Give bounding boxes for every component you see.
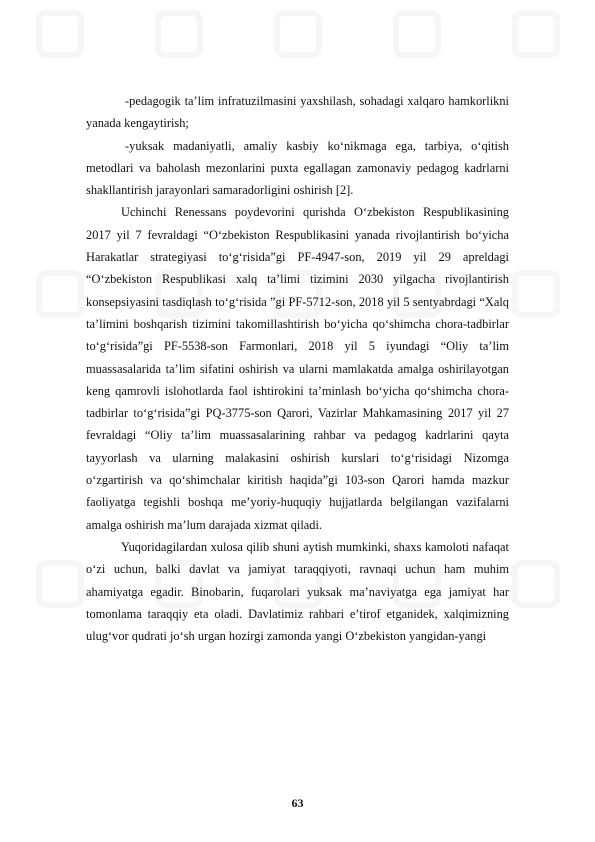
list-item-paragraph: -pedagogik ta’lim infratuzilmasini yaxshilash, sohadagi xalqaro hamkorlikni yanada kengaytirish; bbox=[86, 94, 509, 131]
document-body bbox=[86, 90, 509, 647]
body-paragraph: Yuqoridagilardan xulosa qilib shuni aytish mumkinki, shaxs kamoloti nafaqat o‘zi uchun, balki davlat va jamiyat taraqqiyoti, ravnaqi uchun ham muhim ahamiyatga egadir. Binobarin, fuqarolari yuksak ma’naviyatga ega jamiyat har tomonlama taraqqiy eta oladi. Davlatimiz rahbari e’tirof etganidek, xalqimizning ulug‘vor qudrati jo‘sh urgan hozirgi zamonda yangi O‘zbekiston yangidan-yangi bbox=[86, 539, 509, 644]
watermark-logo-icon bbox=[512, 560, 560, 608]
watermark-logo-icon bbox=[155, 10, 203, 58]
watermark-logo-icon bbox=[512, 270, 560, 318]
watermark-logo-icon bbox=[393, 10, 441, 58]
watermark-row-top bbox=[0, 10, 595, 58]
watermark-logo-icon bbox=[512, 10, 560, 58]
list-item-paragraph: -yuksak madaniyatli, amaliy kasbiy ko‘nikmaga ega, tarbiya, o‘qitish metodlari va baholash mezonlarini puxta egallagan zamonaviy pedagog kadrlarni shakllantirish jarayonlari samaradorligini oshirish [2]. bbox=[86, 138, 509, 198]
page-number: 63 bbox=[291, 796, 304, 810]
watermark-logo-icon bbox=[36, 270, 84, 318]
body-paragraph: Uchinchi Renessans poydevorini qurishda O‘zbekiston Respublikasining 2017 yil 7 fevraldagi “O‘zbekiston Respublikasini yanada rivojlantirish bo‘yicha Harakatlar strategiyasi to‘g‘risida”gi PF-4947-son, 2019 yil 29 apreldagi “O‘zbekiston Respublikasi xalq ta’limi tizimini 2030 yilgacha rivojlantirish konsepsiyasini tasdiqlash to‘g‘risida ”gi PF-5712-son, 2018 yil 5 sentyabrdagi “Xalq ta’limini boshqarish tizimini takomillashtirish bo‘yicha qo‘shimcha chora-tadbirlar to‘g‘risida”gi PF-5538-son Farmonlari, 2018 yil 5 iyundagi “Oliy ta’lim muassasalarida ta’lim sifatini oshirish va ularni mamlakatda amalga oshirilayotgan keng qamrovli islohotlarda faol ishtirokini ta’minlash bo‘yicha qo‘shimcha chora-tadbirlar to‘g‘risida”gi PQ-3775-son Qarori, Vazirlar Mahkamasining 2017 yil 27 fevraldagi “Oliy ta’lim muassasalarining rahbar va pedagog kadrlarini qayta tayyorlash va ularning malakasini oshirish kurslari to‘g‘risidagi Nizomga o‘zgartirish va qo‘shimchalar kiritish haqida”gi 103-son Qarori hamda mazkur faoliyatga tegishli boshqa me’yoriy-huquqiy hujjatlarda belgilangan vazifalarni amalga oshirish ma’lum darajada xizmat qiladi. bbox=[86, 205, 509, 532]
watermark-logo-icon bbox=[36, 10, 84, 58]
watermark-logo-icon bbox=[274, 10, 322, 58]
watermark-logo-icon bbox=[36, 560, 84, 608]
